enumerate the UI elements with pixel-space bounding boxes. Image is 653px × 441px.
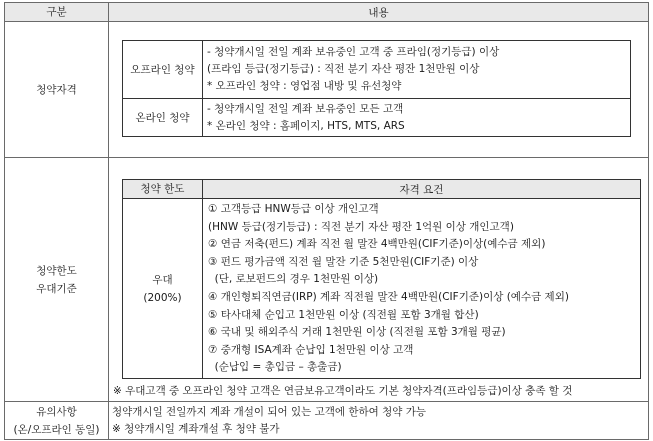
offline-row [123,41,631,99]
preferential-label-line2: 우대기준 [36,282,77,295]
online-line: - 청약개시일 전일 계좌 보유중인 모든 고객 [207,102,404,115]
limit-header: 청약 한도 [123,180,203,199]
preferential-note: ※ 우대고객 중 오프라인 청약 고객은 연금보유고객이라도 기본 청약자격(프라임등급)이상 충족 할 것 [113,385,573,397]
limit-label: 우대 [152,273,173,286]
online-row [123,99,631,137]
cautions-content [109,402,649,440]
eligibility-label: 청약자격 [5,22,109,158]
subscription-info-table [4,2,649,440]
offline-label: 오프라인 청약 [123,41,203,99]
requirement-header: 자격 요건 [203,180,641,199]
requirement-line: ③ 펀드 평가금액 직전 월 말잔 기준 5천만원(CIF기준) 이상 [208,255,479,268]
online-text [203,99,631,137]
preferential-row [5,158,649,402]
limit-cell [123,199,203,379]
requirement-line: (순납입 = 총입금 – 총출금) [208,361,342,374]
cautions-label-line1: 유의사항 [36,405,77,418]
preferential-header-row [123,180,641,199]
requirement-line: ⑥ 국내 및 해외주식 거래 1천만원 이상 (직전월 포함 3개월 평균) [208,326,506,339]
offline-text [203,41,631,99]
limit-value: (200%) [143,291,182,304]
requirement-line: (HNW 등급(정기등급) : 직전 분기 자산 평잔 1억원 이상 개인고객) [208,220,514,233]
eligibility-content [109,22,649,158]
caution-line: ※ 청약개시일 계좌개설 후 청약 불가 [112,422,280,435]
cautions-label-line2: (온/오프라인 동일) [13,423,100,436]
caution-line: 청약개시일 전일까지 계좌 개설이 되어 있는 고객에 한하여 청약 가능 [112,405,427,418]
online-line: * 온라인 청약 : 홈페이지, HTS, MTS, ARS [207,119,405,132]
online-label: 온라인 청약 [123,99,203,137]
preferential-content [109,158,649,402]
preferential-label [5,158,109,402]
preferential-table [122,179,641,379]
eligibility-table [122,40,631,137]
requirements-cell [203,199,641,379]
requirement-line: ② 연금 저축(펀드) 계좌 직전 월 말잔 4백만원(CIF기준)이상(예수금 제외) [208,238,546,251]
cautions-label [5,402,109,440]
eligibility-row [5,22,649,158]
header-category: 구분 [5,3,109,22]
requirement-line: ① 고객등급 HNW등급 이상 개인고객 [208,203,379,215]
offline-line: * 오프라인 청약 : 영업점 내방 및 유선청약 [207,80,402,92]
cautions-row [5,402,649,440]
requirement-line: ⑦ 중개형 ISA계좌 순납입 1천만원 이상 고객 [208,343,414,356]
requirement-line: ④ 개인형퇴직연금(IRP) 계좌 직전월 말잔 4백만원(CIF기준)이상 (예수금 제외) [208,290,569,303]
offline-line: - 청약개시일 전일 계좌 보유중인 고객 중 프라임(정기등급) 이상 [207,46,500,58]
requirement-line: (단, 로보펀드의 경우 1천만원 이상) [208,273,379,286]
preferential-body-row [123,199,641,379]
preferential-label-line1: 청약한도 [36,264,77,277]
offline-line: (프라임 등급(정기등급) : 직전 분기 자산 평잔 1천만원 이상 [207,63,480,75]
header-row [5,3,649,22]
requirement-line: ⑤ 타사대체 순입고 1천만원 이상 (직전월 포함 3개월 합산) [208,308,479,321]
header-content: 내용 [109,3,649,22]
